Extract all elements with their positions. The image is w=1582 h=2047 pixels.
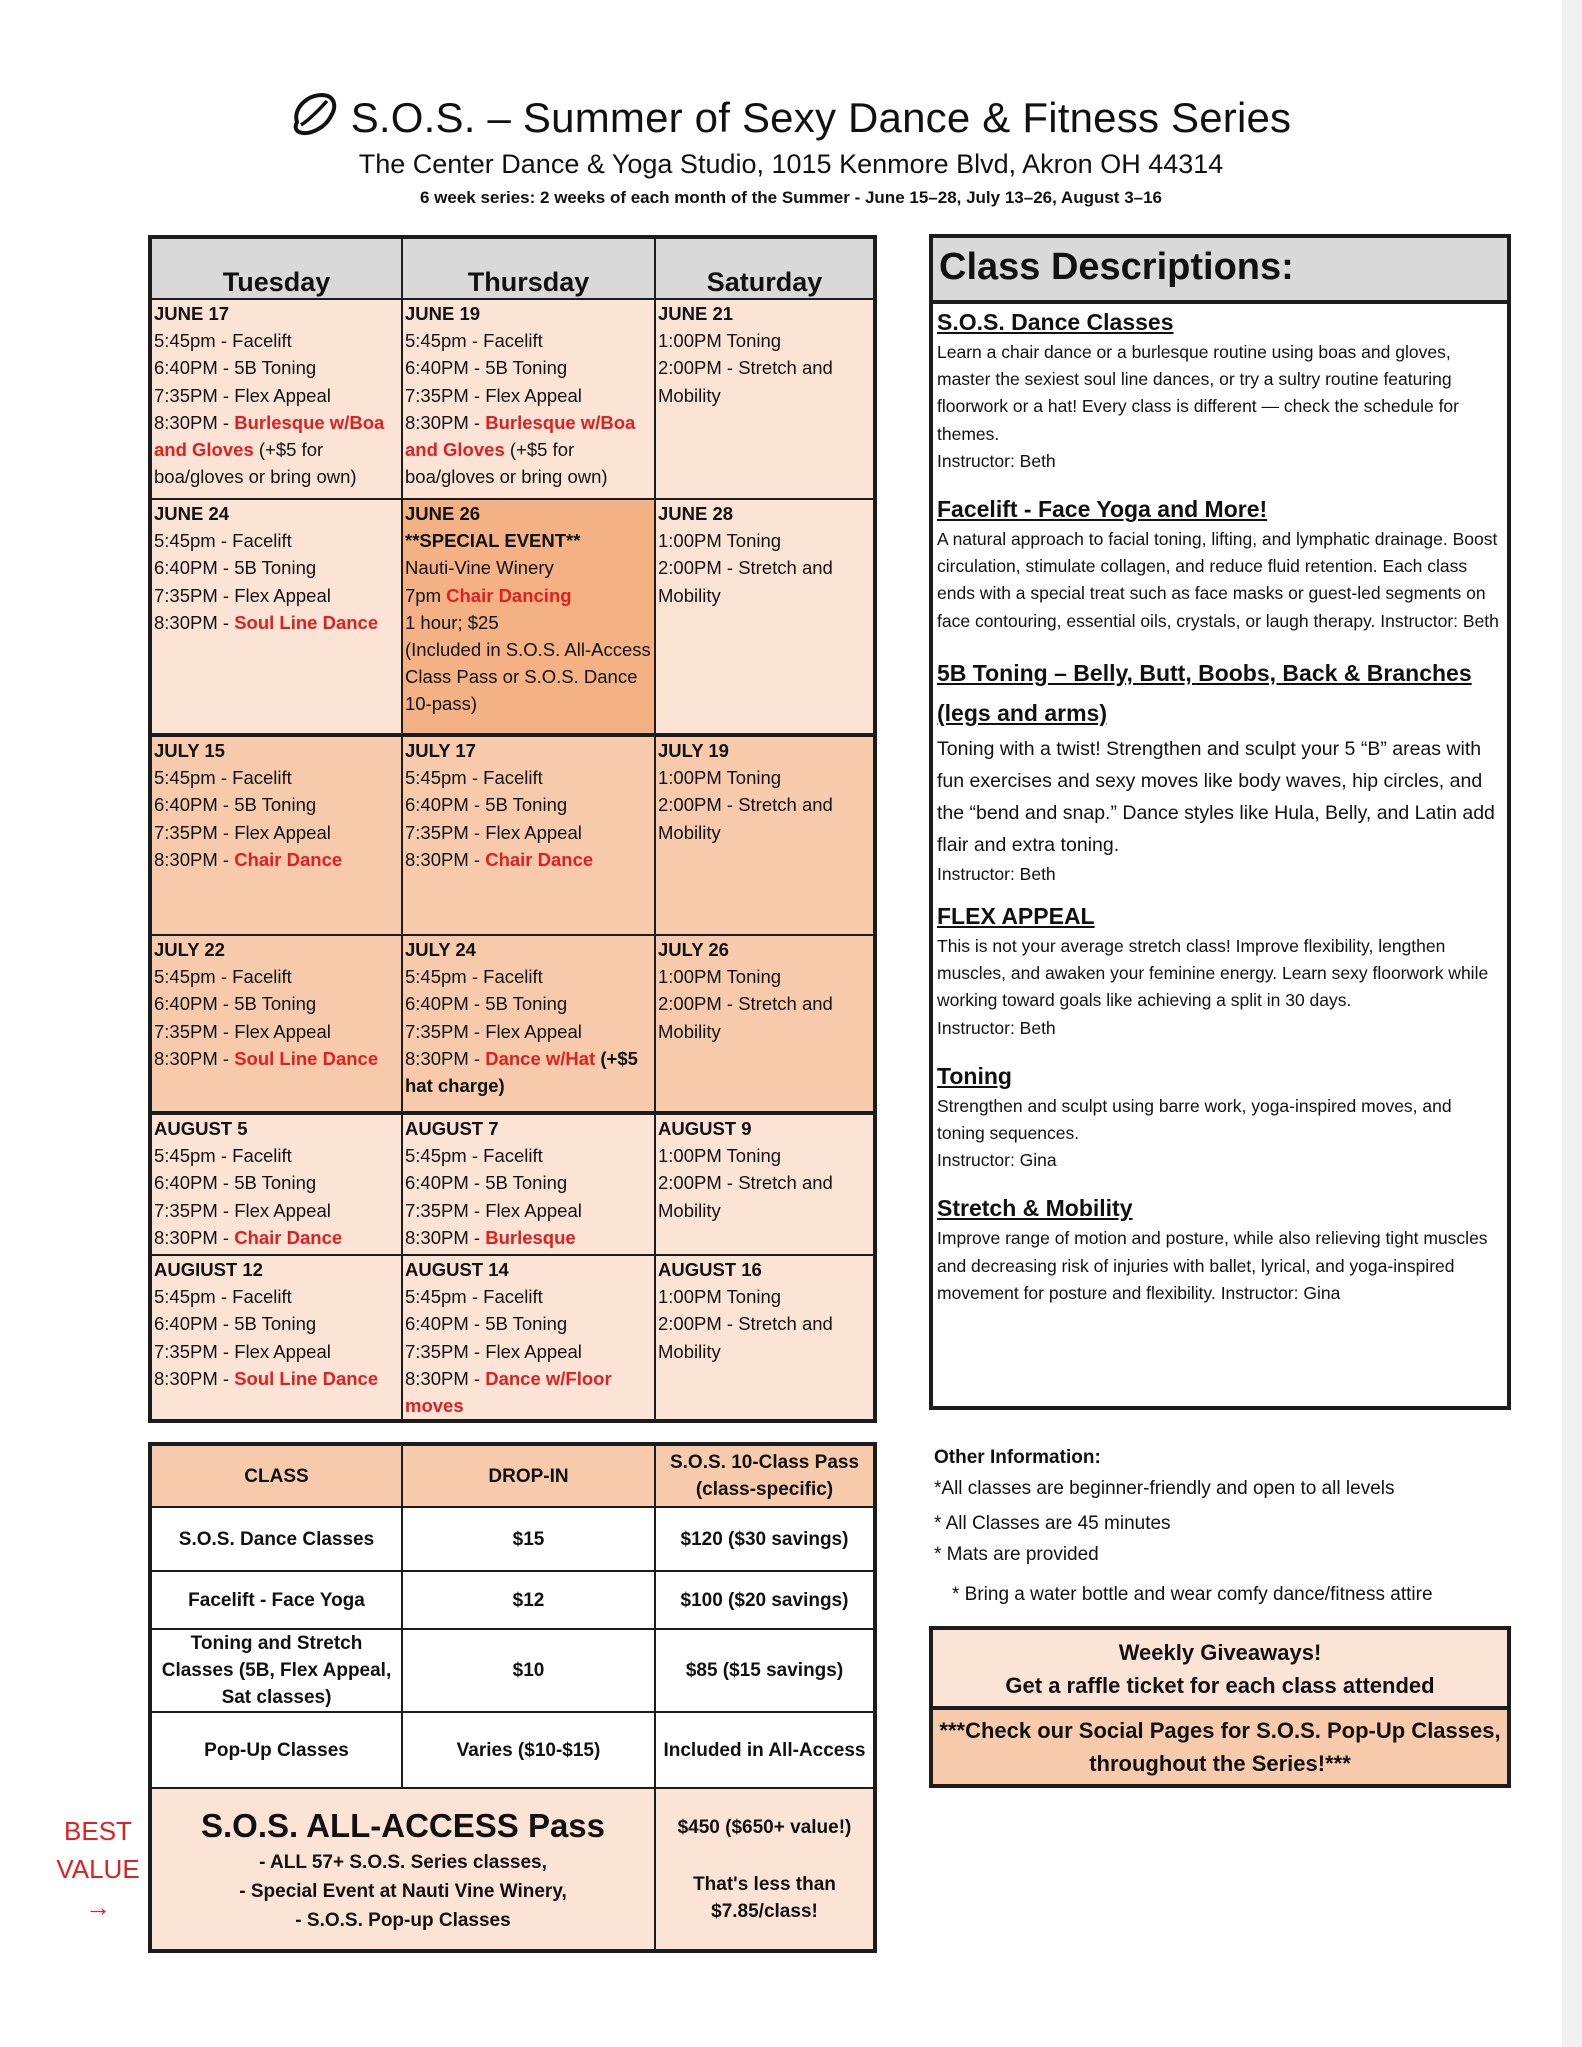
other-info-heading: Other Information:: [934, 1447, 1101, 1468]
pricing-pass: $120 ($30 savings): [655, 1507, 875, 1571]
special-event-label: **SPECIAL EVENT**: [405, 530, 581, 552]
cell-line: 6:40PM - 5B Toning: [405, 357, 568, 379]
page-header: [0, 92, 1582, 208]
cell-line: 7:35PM - Flex Appeal: [154, 384, 331, 406]
schedule-cell: [150, 735, 402, 935]
cell-date: JUNE 28: [658, 503, 734, 524]
desc-heading-facelift: Facelift - Face Yoga and More!: [937, 496, 1268, 523]
class-theme: Chair Dance: [234, 848, 343, 870]
cell-date: JUNE 24: [154, 503, 230, 524]
class-theme: Soul Line Dance: [234, 1047, 379, 1069]
cell-date: JUNE 21: [658, 303, 734, 324]
cell-line: 5:45pm - Facelift: [154, 966, 292, 988]
cell-line: 6:40PM - 5B Toning: [154, 1172, 317, 1194]
all-access-per-class: That's less than $7.85/class!: [693, 1873, 836, 1922]
cell-line: 1:00PM Toning: [658, 330, 782, 352]
cell-line: 2:00PM - Stretch and Mobility: [658, 1172, 833, 1221]
schedule-header-row: [150, 237, 875, 299]
all-access-details: [150, 1788, 655, 1951]
schedule-cell: [150, 299, 402, 499]
event-price: 1 hour; $25: [405, 611, 499, 633]
desc-heading-flex-appeal: FLEX APPEAL: [937, 903, 1095, 930]
schedule-cell: [402, 1113, 655, 1255]
cell-line: 8:30PM - Soul Line Dance: [154, 1047, 379, 1069]
day-header-tuesday: Tuesday: [150, 237, 402, 299]
best-value-word: BEST: [64, 1816, 132, 1846]
schedule-week-row: [150, 1255, 875, 1421]
cell-line: 1:00PM Toning: [658, 1286, 782, 1308]
schedule-cell: [402, 1255, 655, 1421]
pricing-row: [150, 1571, 875, 1629]
cell-line: 7:35PM - Flex Appeal: [154, 1340, 331, 1362]
schedule-week-row: [150, 1113, 875, 1255]
schedule-cell: [402, 299, 655, 499]
other-info-line: *All classes are beginner-friendly and open to all levels: [934, 1478, 1395, 1499]
best-value-word: VALUE: [56, 1854, 140, 1884]
cell-line: 7:35PM - Flex Appeal: [405, 821, 582, 843]
pricing-dropin: Varies ($10-$15): [402, 1712, 655, 1788]
all-access-line: - S.O.S. Pop-up Classes: [295, 1909, 511, 1931]
pricing-header-class: CLASS: [150, 1444, 402, 1507]
cell-line: 5:45pm - Facelift: [154, 530, 292, 552]
all-access-row: [150, 1788, 875, 1951]
studio-address: The Center Dance & Yoga Studio, 1015 Kenmore Blvd, Akron OH 44314: [358, 149, 1224, 179]
class-theme: Burlesque w/Boa and Gloves: [405, 411, 636, 461]
giveaways-box: [929, 1626, 1511, 1788]
class-theme: Dance w/Hat: [485, 1047, 596, 1069]
event-venue: Nauti-Vine Winery: [405, 557, 554, 579]
desc-heading-dance: S.O.S. Dance Classes: [937, 309, 1174, 335]
desc-instructor-dance: Instructor: Beth: [937, 450, 1056, 471]
cell-line: 6:40PM - 5B Toning: [405, 1313, 568, 1335]
cell-line: 8:30PM - Burlesque w/Boa and Gloves (+$5 for boa/gloves or bring own): [405, 411, 636, 488]
cell-line: 5:45pm - Facelift: [154, 1286, 292, 1308]
schedule-cell: [402, 735, 655, 935]
desc-text-dance: Learn a chair dance or a burlesque routine using boas and gloves, master the sexiest soul line dances, or try a sultry routine featuring floorwork or a hat! Every class is different — check the schedule for themes.: [937, 342, 1459, 444]
cell-line: 5:45pm - Facelift: [405, 1286, 543, 1308]
all-access-price-cell: [655, 1788, 875, 1951]
cell-line: 7:35PM - Flex Appeal: [154, 584, 331, 606]
cell-line: 5:45pm - Facelift: [154, 767, 292, 789]
cell-line: 5:45pm - Facelift: [154, 330, 292, 352]
pricing-row: [150, 1629, 875, 1712]
cell-line: 6:40PM - 5B Toning: [154, 557, 317, 579]
cell-line: 1:00PM Toning: [658, 966, 782, 988]
cell-line: 7:35PM - Flex Appeal: [405, 1199, 582, 1221]
pricing-pass: Included in All-Access: [655, 1712, 875, 1788]
class-theme: Chair Dance: [234, 1226, 343, 1248]
other-info-line: * Bring a water bottle and wear comfy dance/fitness attire: [952, 1584, 1433, 1605]
pricing-dropin: $12: [402, 1571, 655, 1629]
schedule-week-row: [150, 299, 875, 499]
cell-line: 8:30PM - Chair Dance: [154, 848, 343, 870]
cell-date: JUNE 19: [405, 303, 481, 324]
cell-date: JULY 26: [658, 939, 729, 960]
desc-text-toning: Strengthen and sculpt using barre work, yoga-inspired moves, and toning sequences.: [937, 1095, 1452, 1144]
day-header-thursday: Thursday: [402, 237, 655, 299]
cell-date: JUNE 17: [154, 303, 230, 324]
cell-line: 5:45pm - Facelift: [405, 966, 543, 988]
cell-date: JULY 24: [405, 939, 476, 960]
cell-line: 5:45pm - Facelift: [405, 767, 543, 789]
cell-line: 6:40PM - 5B Toning: [154, 357, 317, 379]
schedule-cell: [402, 935, 655, 1113]
pricing-header-dropin: DROP-IN: [402, 1444, 655, 1507]
cell-line: 7:35PM - Flex Appeal: [154, 1020, 331, 1042]
class-theme: Chair Dancing: [446, 584, 572, 606]
descriptions-title: Class Descriptions:: [933, 238, 1507, 304]
cell-date: JULY 19: [658, 740, 729, 761]
cell-line: 8:30PM - Soul Line Dance: [154, 1367, 379, 1389]
cell-line: 2:00PM - Stretch and Mobility: [658, 357, 833, 406]
cell-date: JULY 17: [405, 740, 476, 761]
all-access-line: - ALL 57+ S.O.S. Series classes,: [259, 1851, 547, 1873]
pricing-header-pass: S.O.S. 10-Class Pass (class-specific): [655, 1444, 875, 1507]
cell-line: 8:30PM - Dance w/Hat (+$5 hat charge): [405, 1047, 638, 1097]
cell-line: 2:00PM - Stretch and Mobility: [658, 1313, 833, 1362]
pricing-table: [148, 1442, 877, 1953]
cell-line: 6:40PM - 5B Toning: [405, 794, 568, 816]
cell-line: 1:00PM Toning: [658, 1145, 782, 1167]
title-row: [0, 92, 1582, 143]
schedule-cell: [150, 499, 402, 735]
all-access-title: S.O.S. ALL-ACCESS Pass: [200, 1806, 606, 1844]
all-access-price: $450 ($650+ value!): [677, 1816, 852, 1838]
schedule-cell: [150, 935, 402, 1113]
pricing-dropin: $15: [402, 1507, 655, 1571]
cell-date: AUGUST 7: [405, 1118, 499, 1139]
desc-heading-stretch: Stretch & Mobility: [937, 1195, 1133, 1222]
class-theme: Burlesque: [485, 1226, 576, 1248]
descriptions-body: [933, 304, 1507, 1307]
event-time: 7pm Chair Dancing: [405, 584, 572, 606]
schedule-cell: [150, 1113, 402, 1255]
cell-date: JUNE 26: [405, 503, 481, 524]
pricing-pass: $85 ($15 savings): [655, 1629, 875, 1712]
cell-line: 6:40PM - 5B Toning: [405, 1172, 568, 1194]
pricing-row: [150, 1507, 875, 1571]
giveaways-top: [933, 1630, 1507, 1710]
special-event-cell: [402, 499, 655, 735]
class-theme: Chair Dance: [485, 848, 594, 870]
class-theme: Dance w/Floor moves: [405, 1367, 612, 1417]
cell-date: AUGUST 16: [658, 1259, 762, 1280]
pricing-header-row: [150, 1444, 875, 1507]
desc-text-5b-toning: Toning with a twist! Strengthen and sculpt your 5 “B” areas with fun exercises and sexy moves like body waves, hip circles, and the “bend and snap.” Dance styles like Hula, Belly, and Latin add flair and extra toning.: [937, 737, 1495, 856]
cell-line: 7:35PM - Flex Appeal: [405, 1340, 582, 1362]
schedule-week-row: [150, 735, 875, 935]
desc-instructor-flex-appeal: Instructor: Beth: [937, 1017, 1056, 1038]
cell-line: 8:30PM - Chair Dance: [405, 848, 594, 870]
cell-line: 8:30PM - Burlesque w/Boa and Gloves (+$5 for boa/gloves or bring own): [154, 411, 385, 488]
series-dates: 6 week series: 2 weeks of each month of the Summer - June 15–28, July 13–26, August 3–16: [419, 188, 1163, 207]
pricing-class: Toning and Stretch Classes (5B, Flex Appeal, Sat classes): [150, 1629, 402, 1712]
arrow-right-icon: →: [85, 1892, 111, 1922]
class-theme: Soul Line Dance: [234, 1367, 379, 1389]
cell-line: 8:30PM - Chair Dance: [154, 1226, 343, 1248]
popup-notice: ***Check our Social Pages for S.O.S. Pop-Up Classes, throughout the Series!***: [933, 1710, 1507, 1784]
schedule-cell: [655, 735, 875, 935]
all-access-line: - Special Event at Nauti Vine Winery,: [239, 1880, 567, 1902]
desc-text-stretch: Improve range of motion and posture, while also relieving tight muscles and decreasing risk of injuries with ballet, lyrical, and yoga-inspired movement for posture and flexibility. Instructor: Gina: [937, 1228, 1488, 1303]
class-theme: Burlesque w/Boa and Gloves: [154, 411, 385, 461]
cell-date: JULY 15: [154, 740, 225, 761]
other-information: [934, 1443, 1514, 1610]
page-title: S.O.S. – Summer of Sexy Dance & Fitness Series: [350, 93, 1292, 141]
cell-line: 7:35PM - Flex Appeal: [405, 384, 582, 406]
schedule-cell: [655, 935, 875, 1113]
cell-line: 5:45pm - Facelift: [405, 1145, 543, 1167]
schedule-cell: [655, 499, 875, 735]
event-note: (Included in S.O.S. All-Access Class Pass or S.O.S. Dance 10-pass): [405, 639, 651, 715]
desc-heading-toning: Toning: [937, 1062, 1012, 1089]
cell-line: 7:35PM - Flex Appeal: [154, 821, 331, 843]
cell-line: 2:00PM - Stretch and Mobility: [658, 794, 833, 843]
schedule-week-row: [150, 935, 875, 1113]
cell-date: AUGUST 14: [405, 1259, 509, 1280]
cell-line: 2:00PM - Stretch and Mobility: [658, 557, 833, 606]
cell-line: 2:00PM - Stretch and Mobility: [658, 993, 833, 1042]
page-edge: [1562, 0, 1582, 2047]
schedule-cell: [150, 1255, 402, 1421]
pricing-class: S.O.S. Dance Classes: [150, 1507, 402, 1571]
pricing-row: [150, 1712, 875, 1788]
pricing-pass: $100 ($20 savings): [655, 1571, 875, 1629]
cell-line: 7:35PM - Flex Appeal: [154, 1199, 331, 1221]
schedule-cell: [655, 1113, 875, 1255]
schedule-cell: [655, 299, 875, 499]
desc-heading-5b-toning: 5B Toning – Belly, Butt, Boobs, Back & Branches (legs and arms): [937, 659, 1472, 726]
giveaways-title: Weekly Giveaways!: [1118, 1640, 1322, 1665]
cell-line: 8:30PM - Burlesque: [405, 1226, 576, 1248]
cell-date: JULY 22: [154, 939, 225, 960]
other-info-line: * Mats are provided: [934, 1544, 1099, 1565]
schedule-table: [148, 235, 877, 1423]
best-value-label: [48, 1812, 148, 1926]
desc-instructor-5b-toning: Instructor: Beth: [937, 863, 1056, 884]
cell-line: 7:35PM - Flex Appeal: [405, 1020, 582, 1042]
cell-line: 5:45pm - Facelift: [405, 330, 543, 352]
pricing-class: Pop-Up Classes: [150, 1712, 402, 1788]
desc-text-flex-appeal: This is not your average stretch class! Improve flexibility, lengthen muscles, and awaken your feminine energy. Learn sexy floorwork while working toward goals like achieving a split in 30 days.: [937, 936, 1489, 1011]
cell-line: 8:30PM - Soul Line Dance: [154, 611, 379, 633]
cell-date: AUGUST 9: [658, 1118, 752, 1139]
giveaways-text: Get a raffle ticket for each class attended: [1005, 1673, 1435, 1698]
cell-date: AUGIUST 12: [154, 1259, 263, 1280]
cell-line: 1:00PM Toning: [658, 767, 782, 789]
cell-line: 6:40PM - 5B Toning: [154, 993, 317, 1015]
cell-line: 1:00PM Toning: [658, 530, 782, 552]
cell-line: 6:40PM - 5B Toning: [154, 1313, 317, 1335]
cell-line: 5:45pm - Facelift: [154, 1145, 292, 1167]
cell-date: AUGUST 5: [154, 1118, 248, 1139]
day-header-saturday: Saturday: [655, 237, 875, 299]
desc-instructor-toning: Instructor: Gina: [937, 1150, 1057, 1171]
pricing-dropin: $10: [402, 1629, 655, 1712]
cell-line: 6:40PM - 5B Toning: [154, 794, 317, 816]
other-info-line: * All Classes are 45 minutes: [934, 1513, 1171, 1534]
schedule-week-row: [150, 499, 875, 735]
schedule-cell: [655, 1255, 875, 1421]
class-theme: Soul Line Dance: [234, 611, 379, 633]
lips-logo-icon: [291, 92, 339, 143]
cell-line: 6:40PM - 5B Toning: [405, 993, 568, 1015]
class-descriptions-box: [929, 234, 1511, 1410]
pricing-class: Facelift - Face Yoga: [150, 1571, 402, 1629]
desc-text-facelift: A natural approach to facial toning, lifting, and lymphatic drainage. Boost circulation, stimulate collagen, and reduce fluid retention. Each class ends with a special treat such as face masks or guest-led segments on face contouring, essential oils, crystals, or laugh therapy. Instructor: Beth: [937, 529, 1499, 631]
cell-line: 8:30PM - Dance w/Floor moves: [405, 1367, 612, 1417]
